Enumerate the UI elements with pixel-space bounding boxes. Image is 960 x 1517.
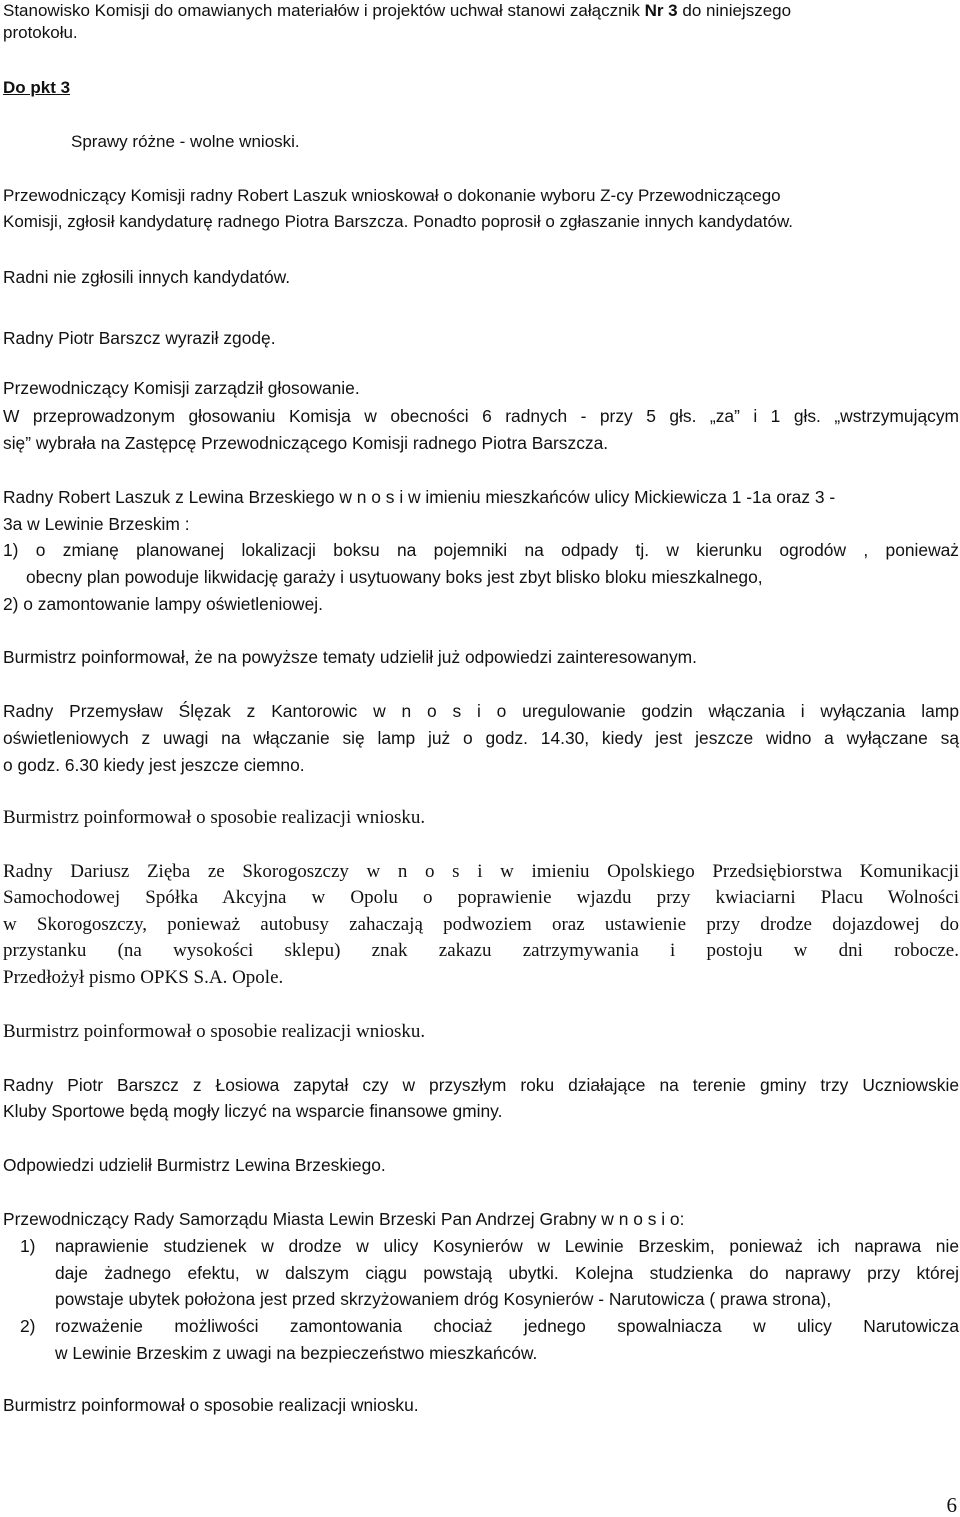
paragraph-line: przystanku (na wysokości sklepu) znak zakazu zatrzymywania i postoju w dni robocze. — [3, 940, 959, 961]
text-run: Stanowisko Komisji do omawianych materiałów i projektów uchwał stanowi załącznik — [3, 1, 640, 20]
paragraph-line: Burmistrz poinformował o sposobie realizacji wniosku. — [3, 1021, 426, 1042]
paragraph-line: Przedłożył pismo OPKS S.A. Opole. — [3, 967, 284, 988]
paragraph-line: Radny Przemysław Ślęzak z Kantorowic w n o s i o uregulowanie godzin włączania i wyłączania lamp — [3, 701, 959, 721]
list-number: 2) — [20, 1316, 36, 1336]
list-item-line: naprawienie studzienek w drodze w ulicy Kosynierów w Lewinie Brzeskim, ponieważ ich naprawa nie — [55, 1236, 959, 1256]
section-heading: Do pkt 3 — [3, 78, 71, 97]
paragraph-line: 3a w Lewinie Brzeskim : — [3, 514, 190, 534]
list-item-line: rozważenie możliwości zamontowania chociaż jednego spowalniacza w ulicy Narutowicza — [55, 1316, 959, 1336]
paragraph-line: Radny Piotr Barszcz z Łosiowa zapytał czy w przyszłym roku działające na terenie gminy trzy Uczniowskie — [3, 1075, 959, 1095]
paragraph-line: Burmistrz poinformował o sposobie realizacji wniosku. — [3, 807, 426, 828]
paragraph-line: Odpowiedzi udzielił Burmistrz Lewina Brzeskiego. — [3, 1155, 386, 1175]
paragraph-line: Radny Robert Laszuk z Lewina Brzeskiego w n o s i w imieniu mieszkańców ulicy Mickiewicza 1 -1a oraz 3 - — [3, 487, 836, 507]
list-item-line: daje żadnego efektu, w dalszym ciągu powstają ubytki. Kolejna studzienka do naprawy przy której — [55, 1263, 959, 1283]
paragraph-line: w Skorogoszczy, ponieważ autobusy zahaczają podwoziem oraz ustawienie przy drodze dojazdowej do — [3, 914, 959, 935]
list-item-line: 1) o zmianę planowanej lokalizacji boksu na pojemniki na odpady tj. w kierunku ogrodów , ponieważ — [3, 540, 959, 560]
paragraph-line: Radni nie zgłosili innych kandydatów. — [3, 267, 291, 287]
paragraph-line: Komisji, zgłosił kandydaturę radnego Piotra Barszcza. Ponadto poprosił o zgłaszanie innych kandydatów. — [3, 212, 794, 231]
section-subheading: Sprawy różne - wolne wnioski. — [71, 132, 300, 151]
list-number: 1) — [20, 1236, 36, 1256]
paragraph-line: Przewodniczący Komisji zarządził głosowanie. — [3, 378, 360, 398]
paragraph-line: się” wybrała na Zastępcę Przewodniczącego Komisji radnego Piotra Barszcza. — [3, 433, 609, 453]
paragraph-line: o godz. 6.30 kiedy jest jeszcze ciemno. — [3, 755, 305, 775]
paragraph-line: Samochodowej Spółka Akcyjna w Opolu o poprawienie wjazdu przy kwiaciarni Placu Wolności — [3, 887, 959, 908]
page-number: 6 — [946, 1493, 957, 1517]
list-item-line: powstaje ubytek położona jest przed skrzyżowaniem dróg Kosynierów - Narutowicza ( prawa strona), — [55, 1289, 832, 1309]
paragraph-line — [3, 0, 959, 22]
paragraph-line: Burmistrz poinformował o sposobie realizacji wniosku. — [3, 1395, 419, 1415]
paragraph-line: Radny Piotr Barszcz wyraził zgodę. — [3, 328, 276, 348]
attachment-number: Nr 3 — [644, 1, 678, 20]
list-item-line: obecny plan powoduje likwidację garaży i usytuowany boks jest zbyt blisko bloku mieszkalnego, — [26, 567, 763, 587]
paragraph-line: protokołu. — [3, 23, 78, 42]
paragraph-line: Burmistrz poinformował, że na powyższe tematy udzielił już odpowiedzi zainteresowanym. — [3, 647, 697, 667]
paragraph-line: oświetleniowych z uwagi na włączanie się lamp już o godz. 14.30, kiedy jest jeszcze widno a wyłączane są — [3, 728, 959, 748]
list-item-line: 2) o zamontowanie lampy oświetleniowej. — [3, 594, 323, 614]
list-item-line: w Lewinie Brzeskim z uwagi na bezpieczeństwo mieszkańców. — [55, 1343, 538, 1363]
paragraph-line: Kluby Sportowe będą mogły liczyć na wsparcie finansowe gminy. — [3, 1101, 503, 1121]
paragraph-line: Przewodniczący Komisji radny Robert Laszuk wnioskował o dokonanie wyboru Z-cy Przewodniczącego — [3, 186, 781, 205]
paragraph-line: W przeprowadzonym głosowaniu Komisja w obecności 6 radnych - przy 5 głs. „za” i 1 głs. „wstrzymującym — [3, 406, 959, 426]
text-run: do niniejszego — [682, 1, 792, 20]
paragraph-line: Radny Dariusz Zięba ze Skorogoszczy w n o s i w imieniu Opolskiego Przedsiębiorstwa Komunikacji — [3, 861, 959, 882]
paragraph-line: Przewodniczący Rady Samorządu Miasta Lewin Brzeski Pan Andrzej Grabny w n o s i o: — [3, 1209, 685, 1229]
